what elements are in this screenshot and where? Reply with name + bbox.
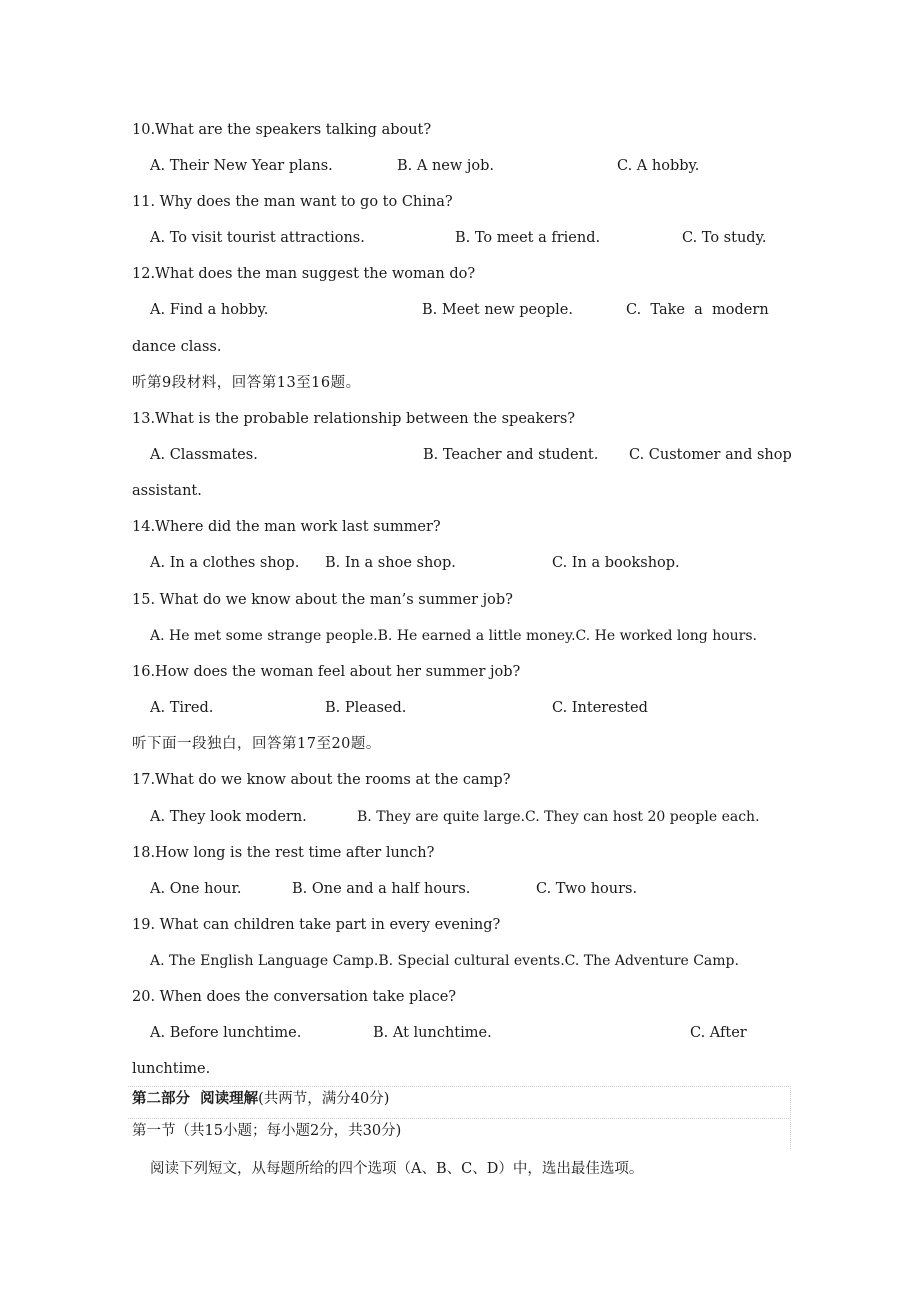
q11-option-b: B. To meet a friend. [455, 230, 601, 246]
q15-options: A. He met some strange people.B. He earned a little money.C. He worked long hours. [150, 628, 757, 644]
question-11: 11. Why does the man want to go to China? [132, 194, 453, 210]
q18-option-c: C. Two hours. [536, 881, 638, 897]
q18-option-a: A. One hour. [150, 881, 242, 897]
q11-option-a: A. To visit tourist attractions. [150, 230, 365, 246]
q20-option-a: A. Before lunchtime. [150, 1025, 302, 1041]
q13-option-c-continued: assistant. [132, 483, 202, 499]
q20-option-b: B. At lunchtime. [373, 1025, 492, 1041]
q14-option-a: A. In a clothes shop. [150, 555, 300, 571]
question-18: 18.How long is the rest time after lunch? [132, 845, 435, 861]
q12-option-c: C. Take a modern [626, 302, 769, 318]
q17-option-a: A. They look modern. [150, 809, 307, 825]
question-20: 20. When does the conversation take place? [132, 989, 457, 1005]
question-10: 10.What are the speakers talking about? [132, 122, 432, 138]
q14-option-c: C. In a bookshop. [552, 555, 680, 571]
question-15: 15. What do we know about the man’s summer job? [132, 592, 513, 608]
q11-option-c: C. To study. [682, 230, 767, 246]
q14-option-b: B. In a shoe shop. [325, 555, 456, 571]
q13-option-a: A. Classmates. [150, 447, 258, 463]
q17-options-bc: B. They are quite large.C. They can host 20 people each. [357, 809, 760, 825]
question-12: 12.What does the man suggest the woman do? [132, 266, 476, 282]
q12-option-b: B. Meet new people. [422, 302, 573, 318]
q18-option-b: B. One and a half hours. [292, 881, 471, 897]
part2-title-row [132, 1090, 389, 1108]
question-17: 17.What do we know about the rooms at the camp? [132, 772, 511, 788]
q12-option-c-continued: dance class. [132, 339, 222, 355]
question-14: 14.Where did the man work last summer? [132, 519, 441, 535]
part2-section1: 第一节（共15小题；每小题2分，共30分) [132, 1123, 402, 1139]
section-instruction-9: 听第9段材料，回答第13至16题。 [132, 375, 361, 391]
q19-options: A. The English Language Camp.B. Special cultural events.C. The Adventure Camp. [150, 953, 739, 969]
q13-option-c: C. Customer and shop [629, 447, 792, 463]
part2-title-note: (共两节，满分40分) [258, 1091, 390, 1107]
q10-option-b: B. A new job. [397, 158, 495, 174]
q13-option-b: B. Teacher and student. [423, 447, 599, 463]
q20-option-c: C. After [690, 1025, 747, 1041]
q16-option-b: B. Pleased. [325, 700, 407, 716]
part2-title: 第二部分 阅读理解 [132, 1090, 259, 1107]
q10-option-c: C. A hobby. [617, 158, 700, 174]
part2-instruction: 阅读下列短文，从每题所给的四个选项（A、B、C、D）中，选出最佳选项。 [150, 1161, 644, 1177]
question-13: 13.What is the probable relationship between the speakers? [132, 411, 576, 427]
q10-option-a: A. Their New Year plans. [150, 158, 333, 174]
q12-option-a: A. Find a hobby. [150, 302, 269, 318]
question-19: 19. What can children take part in every evening? [132, 917, 501, 933]
q16-option-c: C. Interested [552, 700, 648, 716]
q16-option-a: A. Tired. [150, 700, 214, 716]
section-instruction-monologue: 听下面一段独白，回答第17至20题。 [132, 736, 381, 752]
q20-option-c-continued: lunchtime. [132, 1061, 211, 1077]
question-16: 16.How does the woman feel about her summer job? [132, 664, 521, 680]
